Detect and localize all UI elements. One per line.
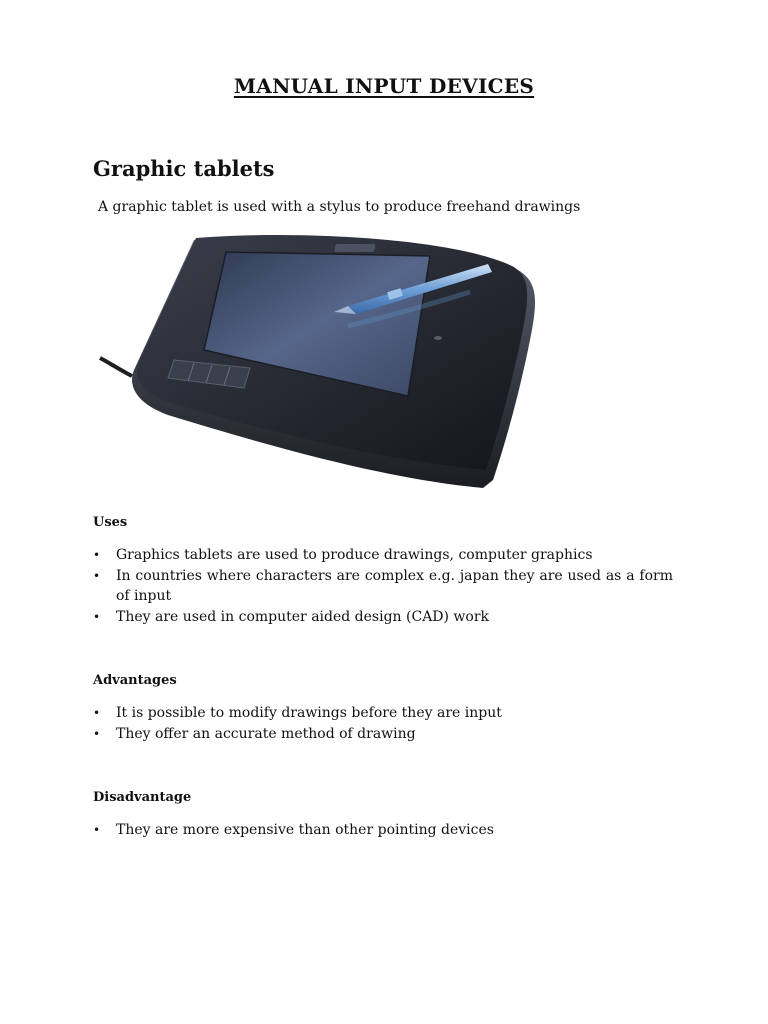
section-heading: Graphic tablets [93, 156, 275, 181]
bullet-icon: • [93, 706, 101, 720]
graphic-tablet-image [98, 230, 539, 493]
list-item: • They are used in computer aided design (CAD) work [93, 607, 673, 628]
bullet-icon: • [93, 823, 101, 837]
list-item: • They offer an accurate method of drawing [93, 724, 673, 745]
list-item: • It is possible to modify drawings before they are input [93, 703, 673, 724]
bullet-icon: • [93, 726, 101, 741]
top-keys-shape [334, 244, 375, 252]
uses-list [93, 545, 673, 627]
bullet-icon: • [93, 609, 101, 624]
page-title: MANUAL INPUT DEVICES [233, 74, 535, 98]
cable-shape [100, 358, 132, 376]
intro-text: A graphic tablet is used with a stylus to produce freehand drawings [98, 199, 581, 215]
advantages-list [93, 703, 673, 744]
list-item: • They are more expensive than other pointing devices [93, 820, 673, 841]
bullet-icon: • [93, 568, 101, 583]
disadvantage-list [93, 820, 673, 841]
list-item: • In countries where characters are complex e.g. japan they are used as a form of input [93, 567, 673, 604]
logo-mark-shape [434, 336, 442, 340]
disadvantage-heading: Disadvantage [93, 790, 192, 805]
advantages-heading: Advantages [93, 673, 177, 688]
uses-heading: Uses [93, 515, 128, 530]
bullet-icon: • [93, 548, 101, 562]
list-item: • Graphics tablets are used to produce drawings, computer graphics [93, 545, 673, 566]
